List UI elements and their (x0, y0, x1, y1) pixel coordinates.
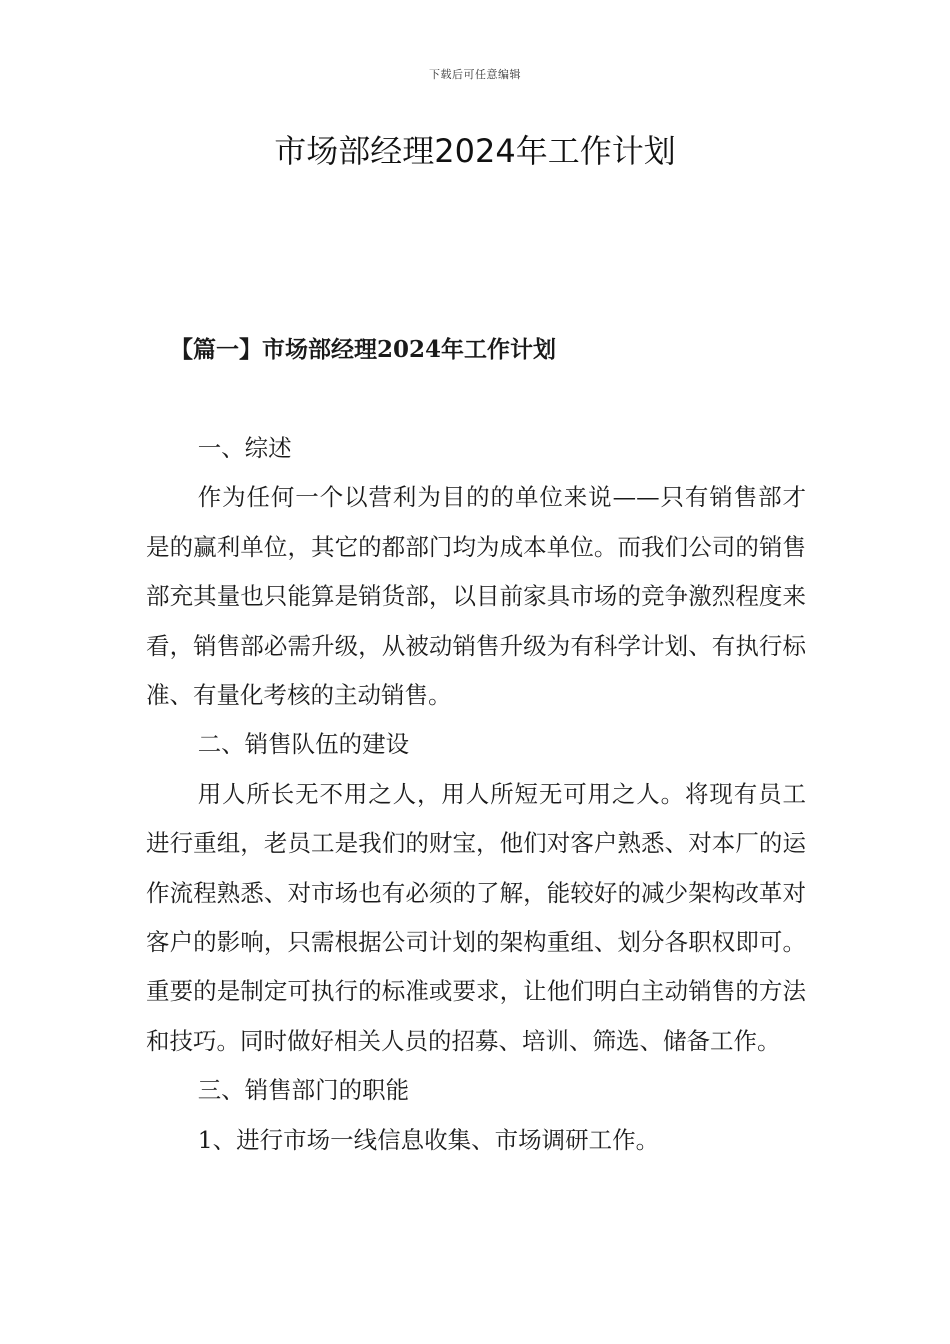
body-text (146, 424, 806, 1165)
section-heading: 【篇一】市场部经理2024年工作计划 (170, 336, 557, 363)
heading-sales-team: 二、销售队伍的建设 (197, 730, 410, 759)
heading-overview: 一、综述 (197, 434, 292, 462)
paragraph-overview: 作为任何一个以营利为目的的单位来说——只有销售部才是的赢利单位，其它的都部门均为成本单位。而我们公司的销售部充其量也只能算是销货部，以目前家具市场的竞争激烈程度来看，销售部必需升级，从被动销售升级为有科学计划、有执行标准、有量化考核的主动销售。 (146, 483, 806, 710)
document-title: 市场部经理2024年工作计划 (274, 132, 676, 170)
paragraph-function-1: 1、进行市场一线信息收集、市场调研工作。 (197, 1125, 660, 1154)
heading-sales-functions: 三、销售部门的职能 (197, 1076, 410, 1105)
header-note: 下载后可任意编辑 (429, 68, 521, 81)
paragraph-sales-team: 用人所长无不用之人，用人所短无可用之人。将现有员工进行重组，老员工是我们的财宝，他们对客户熟悉、对本厂的运作流程熟悉、对市场也有必须的了解，能较好的减少架构改革对客户的影响，只需根据公司计划的架构重组、划分各职权即可。重要的是制定可执行的标准或要求，让他们明白主动销售的方法和技巧。同时做好相关人员的招募、培训、筛选、储备工作。 (146, 779, 806, 1055)
